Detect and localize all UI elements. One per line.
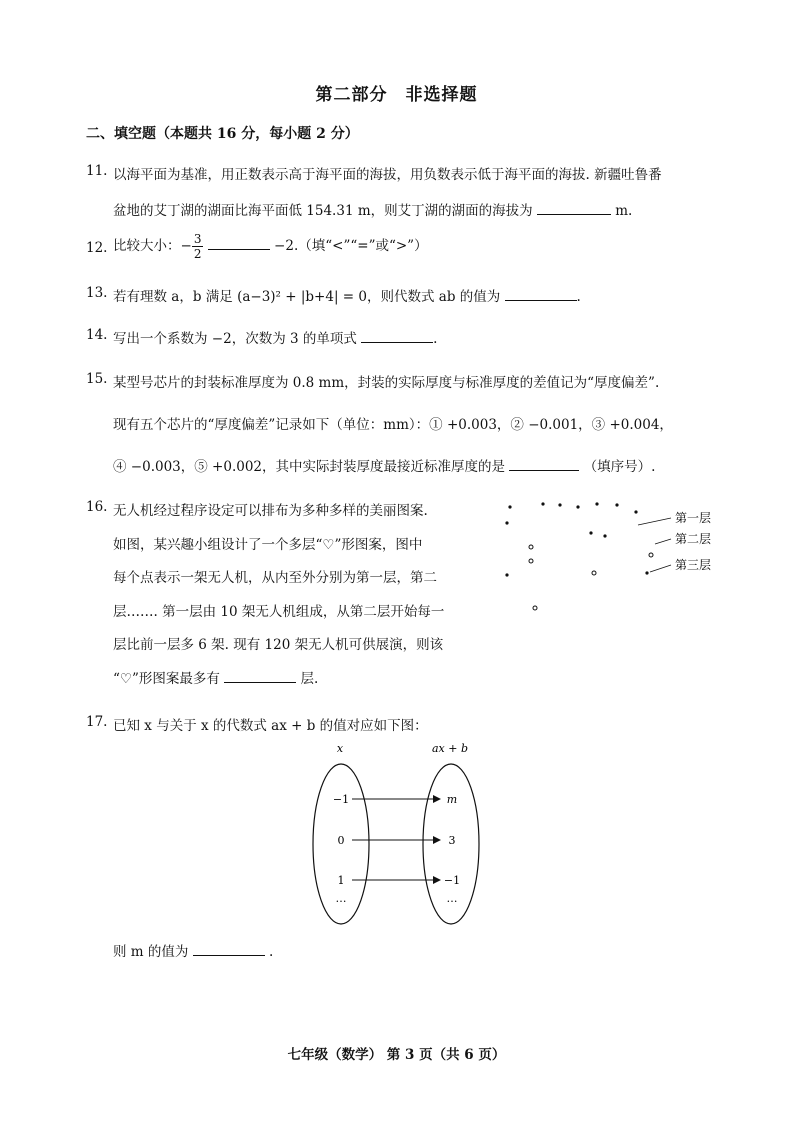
range-value-1: m [446,793,458,806]
question-number-15: 15. [86,371,108,387]
drone-ring [529,559,533,563]
domain-value-3: 1 [337,874,345,887]
q17-answer-line [113,940,273,960]
drone-dot [558,503,561,506]
question-number-11: 11. [86,163,108,179]
drone-dot [645,571,648,574]
q13-text: 若有理数 a，b 满足 (a−3)² + |b+4| = 0，则代数式 ab 的值为 [113,289,501,305]
drone-dot [576,505,579,508]
q16-line-3: 每个点表示一架无人机，从内至外分别为第一层，第二 [113,570,437,586]
q11-unit: m. [615,203,633,219]
question-number-12: 12. [86,240,108,256]
drone-ring [649,553,653,557]
q12-fraction-denominator: 2 [193,247,202,261]
q16-line-1: 无人机经过程序设定可以排布为多种多样的美丽图案. [113,503,428,519]
part-title: 非选择题 [405,85,478,105]
q17-end: . [268,944,274,960]
q13-line [113,285,581,305]
q13-answer-blank[interactable] [505,287,577,301]
q16-text: “♡”形图案最多有 [113,671,220,687]
domain-ellipsis: … [335,892,347,905]
page-title [0,80,793,105]
question-number-17: 17. [86,714,108,730]
q15-line-2: 现有五个芯片的“厚度偏差”记录如下（单位：mm）：① +0.003，② −0.001，③ +0.004， [113,417,673,433]
q12-pre: 比较大小： [113,238,181,254]
drone-dot [615,503,618,506]
q12-fraction [192,232,204,261]
q11-line-2 [113,199,632,219]
q12-neg: − [180,238,192,254]
q16-line-6 [113,667,318,687]
drone-ring [592,571,596,575]
q12-answer-blank[interactable] [208,236,270,250]
mapping-diagram [300,742,500,927]
q15-line-1: 某型号芯片的封装标准厚度为 0.8 mm，封装的实际厚度与标准厚度的差值记为“厚度偏差”. [113,375,660,391]
q16-line-2: 如图，某兴趣小组设计了一个多层“♡”形图案，图中 [113,537,423,553]
layer-3-label: 第三层 [675,558,712,572]
pointer-line-layer-1 [638,518,671,525]
drone-dot [505,573,508,576]
q17-answer-text: 则 m 的值为 [113,944,189,960]
layer-2-label: 第二层 [675,532,712,546]
drone-dot [505,521,508,524]
drone-ring [529,545,533,549]
section-heading: 二、填空题（本题共 16 分，每小题 2 分） [86,126,359,142]
drone-dot [603,534,606,537]
page-footer: 七年级（数学） 第 3 页（共 6 页） [287,1047,506,1063]
q15-answer-blank[interactable] [509,457,579,471]
drone-dot [634,510,637,513]
range-value-2: 3 [448,834,456,847]
drone-dot [589,531,592,534]
q14-text: 写出一个系数为 −2，次数为 3 的单项式 [113,331,357,347]
q12-line [113,232,428,261]
drone-dot [508,505,511,508]
drone-dots [505,502,648,576]
q11-line-1: 以海平面为基准，用正数表示高于海平面的海拔，用负数表示低于海平面的海拔. 新疆吐鲁番 [113,167,662,183]
q16-line-5: 层比前一层多 6 架. 现有 120 架无人机可供展演，则该 [113,637,444,653]
q14-answer-blank[interactable] [361,329,433,343]
question-number-16: 16. [86,499,108,515]
q16-end: 层. [300,671,319,687]
drone-dot [541,502,544,505]
q15-line-3 [113,455,655,475]
range-value-3: −1 [443,874,461,887]
mapping-left-title: x [336,742,344,755]
q15-text: ④ −0.003，⑤ +0.002，其中实际封装厚度最接近标准厚度的是 [113,459,506,475]
q14-end: . [433,331,438,347]
q14-line [113,327,437,347]
drone-dot [595,502,598,505]
part-label: 第二部分 [315,85,388,105]
q11-text: 盆地的艾丁湖的湖面比海平面低 154.31 m，则艾丁湖的湖面的海拔为 [113,203,533,219]
q17-text: 已知 x 与关于 x 的代数式 ax + b 的值对应如下图： [113,718,428,734]
layer-1-label: 第一层 [675,511,712,525]
question-number-14: 14. [86,327,108,343]
domain-value-2: 0 [337,834,345,847]
q13-end: . [576,289,581,305]
q12-fraction-numerator: 3 [193,232,202,246]
pointer-line-layer-3 [650,565,671,572]
range-ellipsis: … [446,892,458,905]
q16-answer-blank[interactable] [224,669,296,683]
question-number-13: 13. [86,285,108,301]
drone-ring [533,606,537,610]
pointer-line-layer-2 [655,539,671,544]
drone-rings [529,545,653,610]
mapping-right-title: ax + b [431,742,469,755]
q17-answer-blank[interactable] [193,942,265,956]
q11-answer-blank[interactable] [537,201,611,215]
q15-end: （填序号）. [583,459,656,475]
drone-heart-figure [495,495,725,620]
layer-pointer-lines [638,518,671,572]
domain-value-1: −1 [332,793,350,806]
q16-line-4: 层……. 第一层由 10 架无人机组成，从第二层开始每一 [113,604,445,620]
q12-post: −2.（填“<”“=”或“>”） [274,238,428,254]
